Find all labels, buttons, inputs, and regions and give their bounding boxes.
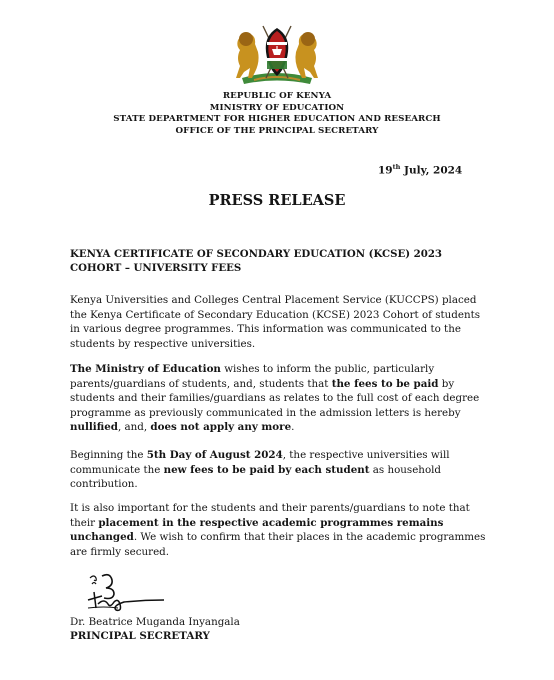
text-run: parents/guardians of students, and, students that: [70, 377, 332, 390]
emphasis-text: placement in the respective academic programmes remains: [98, 516, 444, 529]
kenya-coat-of-arms-icon: [228, 22, 326, 88]
text-run: their: [70, 516, 99, 529]
paragraph-kuccps-placement: [70, 293, 488, 351]
subject-line: KENYA CERTIFICATE OF SECONDARY EDUCATION (KCSE) 2023: [70, 248, 443, 260]
text-run: wishes to inform the public, particularly: [220, 363, 435, 375]
text-line: students and their families/guardians as relates to the full cost of each degree: [70, 392, 480, 405]
date-day: 19: [378, 164, 393, 177]
text-run: .: [291, 421, 295, 434]
text-line: students by respective universities.: [70, 337, 256, 350]
text-line: programme as previously communicated in the admission letters is hereby: [70, 406, 461, 419]
text-line: It is also important for the students and their parents/guardians to note that: [70, 502, 470, 514]
text-line: the Kenya Certificate of Secondary Education (KCSE) 2023 Cohort of students: [70, 308, 481, 321]
emphasis-text: 5th Day of August 2024: [146, 449, 283, 461]
text-line: in various degree programmes. This information was communicated to the: [70, 323, 461, 336]
handwritten-signature-icon: [84, 570, 166, 614]
text-run: Beginning the: [70, 449, 147, 461]
text-run: as household: [369, 463, 442, 476]
letterhead-line: MINISTRY OF EDUCATION: [209, 102, 345, 113]
letterhead-line: STATE DEPARTMENT FOR HIGHER EDUCATION AND RESEARCH: [113, 114, 441, 125]
text-run: , the respective universities will: [282, 449, 450, 461]
paragraph-placement-unchanged: [70, 501, 488, 559]
emphasis-text: unchanged: [70, 531, 134, 544]
date-month-year: July, 2024: [400, 164, 463, 177]
emphasis-text: The Ministry of Education: [70, 363, 221, 375]
text-line: Kenya Universities and Colleges Central Placement Service (KUCCPS) placed: [70, 294, 477, 306]
emphasis-text: new fees to be paid by each student: [163, 463, 370, 476]
date-suffix: th: [392, 163, 401, 171]
text-run: communicate the: [70, 463, 164, 476]
paragraph-fees-nullified: [70, 362, 488, 435]
signatory-name: Dr. Beatrice Muganda Inyangala: [70, 616, 240, 628]
text-run: by: [438, 377, 455, 390]
subject-line: COHORT – UNIVERSITY FEES: [70, 262, 242, 274]
text-run: . We wish to confirm that their places in the academic programmes: [133, 531, 486, 544]
signatory-title: PRINCIPAL SECRETARY: [70, 630, 210, 642]
letterhead-line: OFFICE OF THE PRINCIPAL SECRETARY: [175, 125, 379, 136]
emphasis-text: nullified: [70, 421, 118, 434]
letterhead-line: REPUBLIC OF KENYA: [222, 91, 332, 101]
paragraph-new-fees: [70, 448, 488, 492]
text-line: are firmly secured.: [70, 545, 170, 558]
emphasis-text: the fees to be paid: [331, 377, 439, 390]
letterhead: [0, 91, 554, 137]
subject-heading: [70, 247, 484, 275]
text-line: contribution.: [70, 478, 138, 491]
text-run: , and,: [117, 421, 151, 434]
document-title: PRESS RELEASE: [208, 192, 346, 209]
emphasis-text: does not apply any more: [150, 421, 292, 434]
release-date: [378, 163, 462, 177]
